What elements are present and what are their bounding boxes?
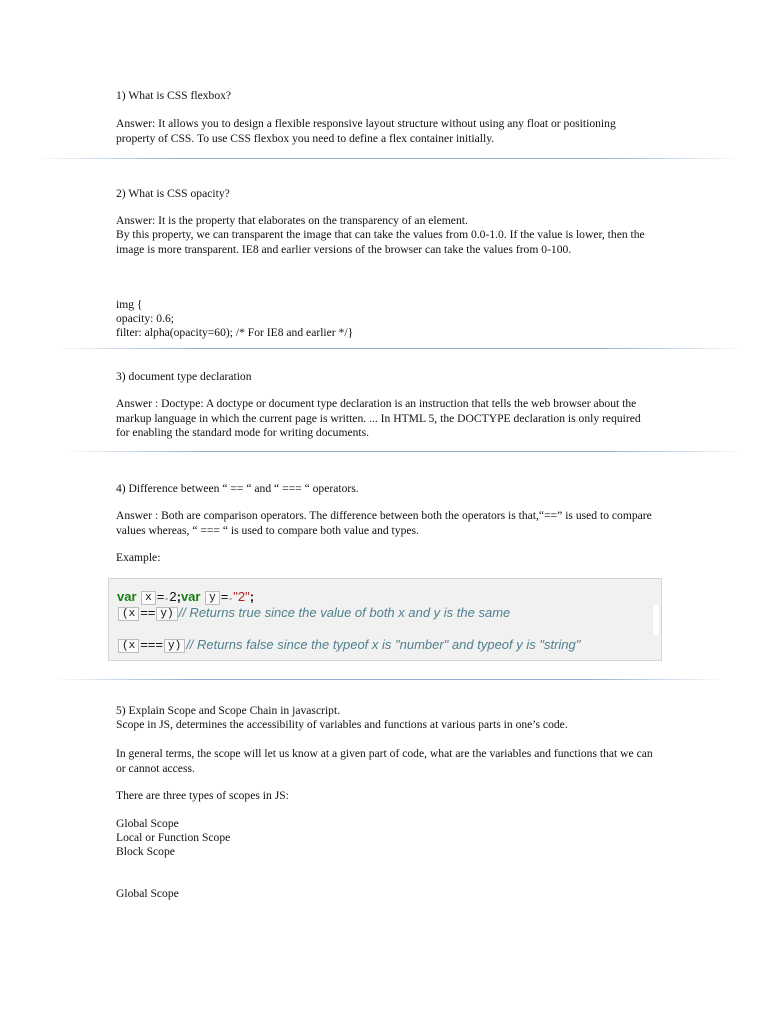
q5-global-scope-heading: Global Scope [116,887,179,900]
code-comment: // Returns true since the value of both x and y is the same [178,605,511,620]
code-number: 2 [169,589,177,604]
code-paren-y: y) [164,639,185,653]
code-line-3 [117,637,580,653]
q5-line3: There are three types of scopes in JS: [116,789,289,802]
q1-answer: Answer: It allows you to design a flexible responsive layout structure without using any float or positioning property of CSS. To use CSS flexbox you need to define a flex container initially. [116,117,616,145]
code-semicolon: ; [249,589,255,604]
section-divider [58,679,720,680]
code-comment: // Returns false since the typeof x is "number" and typeof y is "string" [186,637,581,652]
code-var-x: x [141,591,156,605]
q3-question: 3) document type declaration [116,370,252,383]
code-paren-x: (x [118,639,139,653]
q5-scope-item-2: Local or Function Scope [116,831,231,844]
q5-line2: In general terms, the scope will let us know at a given part of code, what are the variables and functions that we can or cannot access. [116,747,653,775]
code-paren-y: y) [156,607,177,621]
code-keyword: var [117,589,137,604]
q4-example-label: Example: [116,551,161,564]
code-operator: === [140,637,163,652]
code-paren-x: (x [118,607,139,621]
q5-question: 5) Explain Scope and Scope Chain in javascript. [116,704,341,717]
section-divider [42,158,736,159]
q1-question: 1) What is CSS flexbox? [116,89,232,102]
code-spacer [165,598,168,600]
code-line-1 [117,589,254,605]
q4-question: 4) Difference between “ == “ and “ === “ operators. [116,482,359,495]
code-assign: = [220,589,229,604]
code-operator: == [140,605,156,620]
q4-answer: Answer : Both are comparison operators. The difference between both the operators is that,“==” is used to compare values whereas, “ === “ is used to compare both value and types. [116,509,652,537]
code-keyword: var [180,589,201,604]
q5-scope-item-1: Global Scope [116,817,179,830]
code-var-y: y [205,591,220,605]
section-divider [58,348,740,349]
q5-line1: Scope in JS, determines the accessibility of variables and functions at various parts in one’s code. [116,718,568,731]
q2-code-line1: img { [116,298,143,311]
code-line-2 [117,605,510,621]
q2-code-line2: opacity: 0.6; [116,312,174,325]
q2-code-line3: filter: alpha(opacity=60); /* For IE8 and earlier */} [116,326,354,339]
section-divider [70,451,740,452]
q2-question: 2) What is CSS opacity? [116,187,230,200]
code-semicolon: ; [176,589,181,604]
code-string: "2" [233,589,250,604]
q2-answer-line2: By this property, we can transparent the image that can take the values from 0.0-1.0. If the value is lower, then the image is more transparent. IE8 and earlier versions of the browser can take the values from 0-100. [116,228,645,256]
code-assign: = [156,589,165,604]
q3-answer: Answer : Doctype: A doctype or document type declaration is an instruction that tells the web browser about the markup language in which the current page is written. ... In HTML 5, the DOCTYPE declaration is only required for enabling the standard mode for writing documents. [116,397,641,439]
code-scroll-notch [653,605,659,635]
q5-scope-item-3: Block Scope [116,845,175,858]
code-spacer [229,598,232,600]
code-example-box [108,578,662,661]
q2-answer-line1: Answer: It is the property that elaborates on the transparency of an element. [116,214,468,227]
